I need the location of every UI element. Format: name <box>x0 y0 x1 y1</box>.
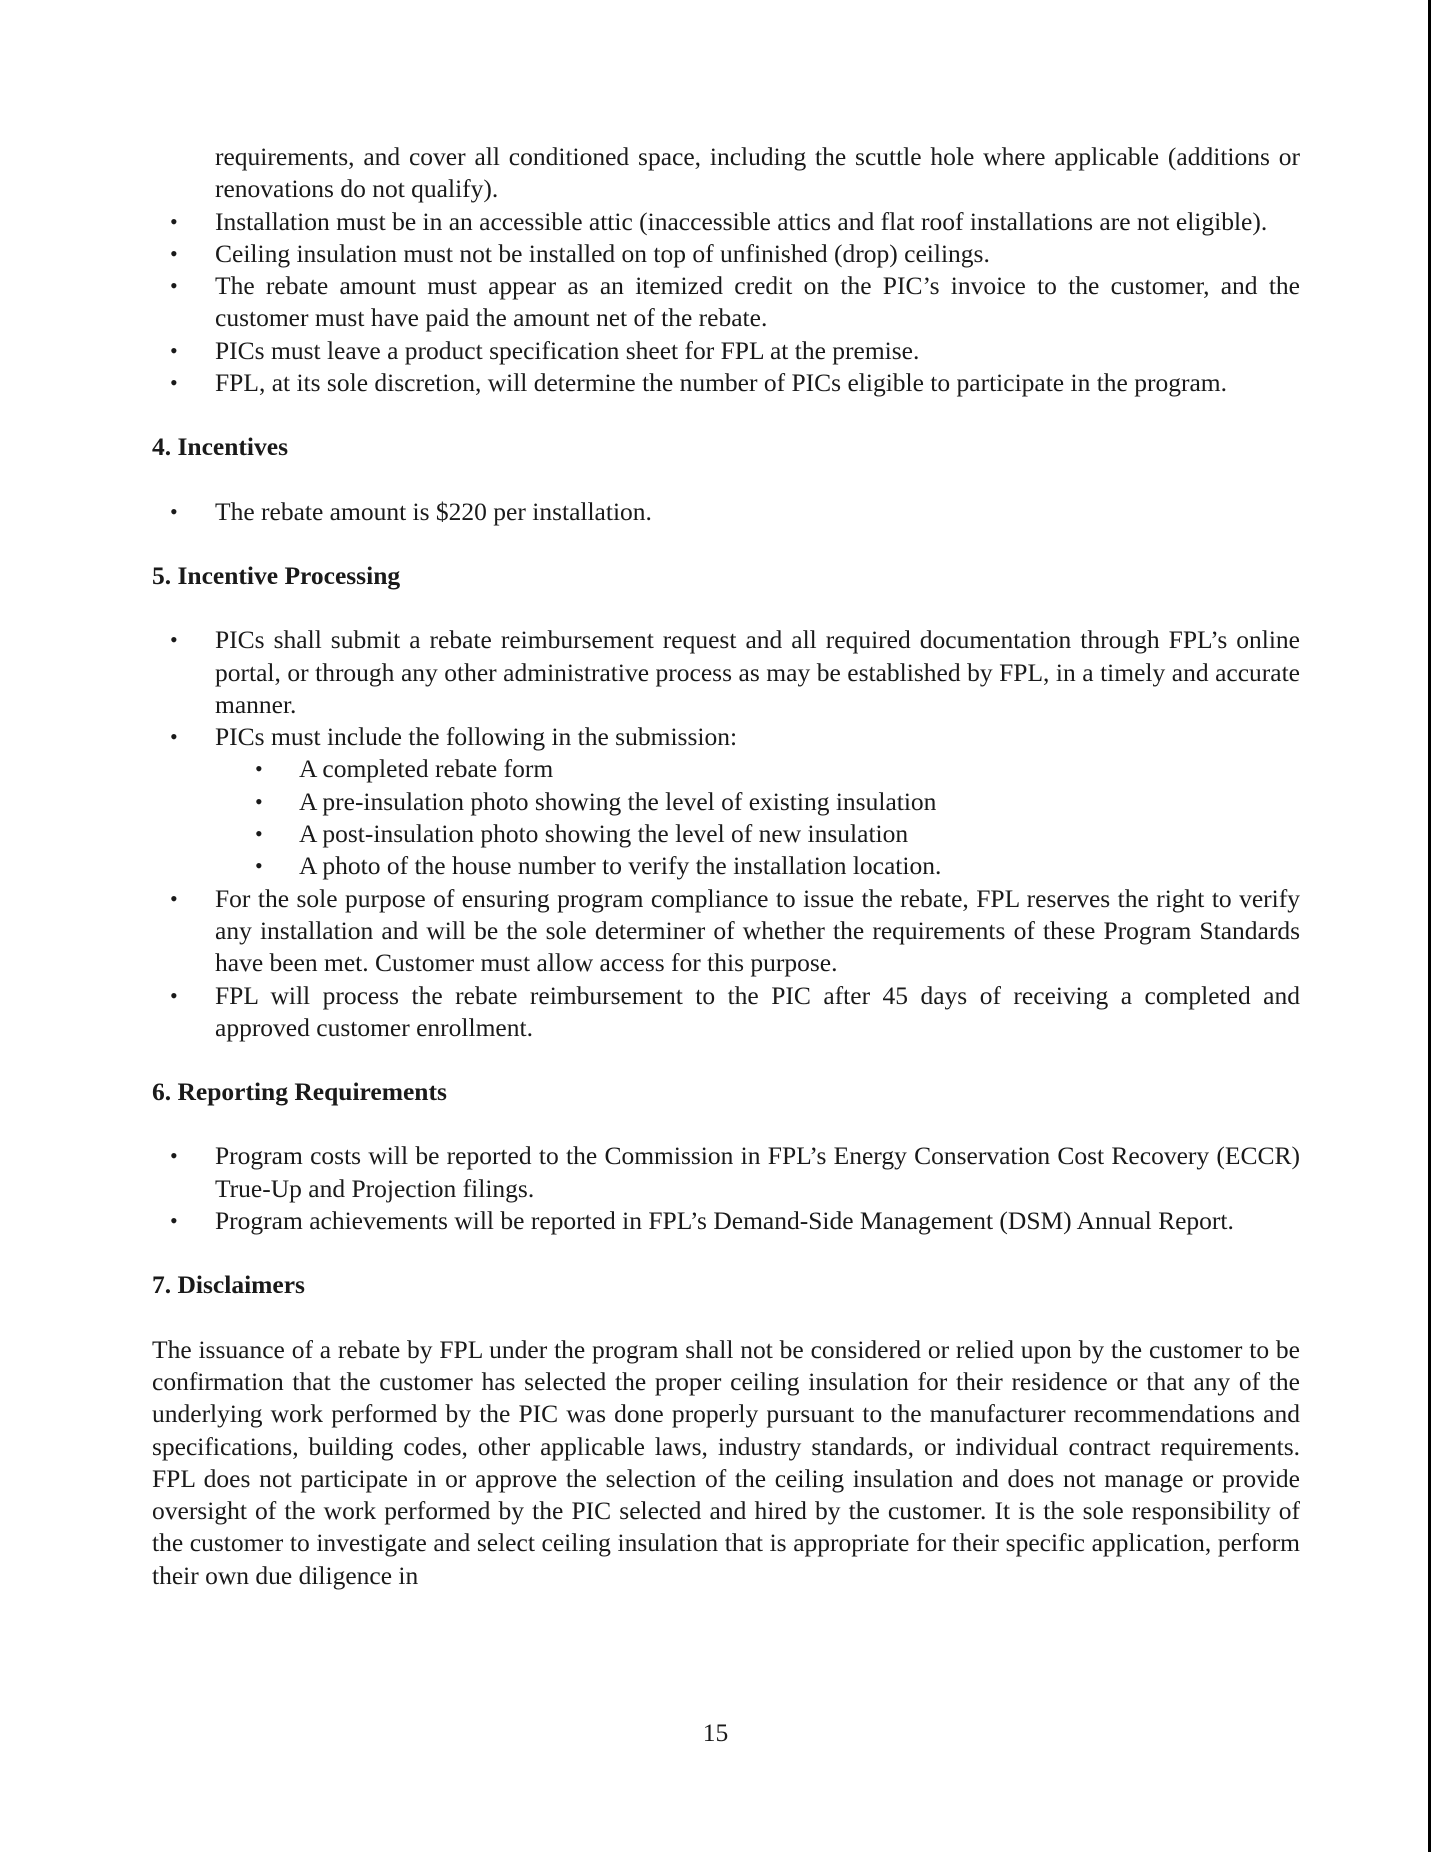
bullet-icon: • <box>170 337 178 363</box>
section-heading-incentive-processing: 5. Incentive Processing <box>152 560 401 590</box>
list-item <box>152 1140 1300 1205</box>
sublist-item <box>215 850 1300 882</box>
bullet-icon: • <box>170 724 178 750</box>
bullet-icon: • <box>170 885 178 911</box>
list-item <box>152 206 1300 238</box>
list-item <box>152 883 1300 980</box>
bullet-icon: • <box>170 627 178 653</box>
bullet-icon: • <box>170 498 178 524</box>
bullet-icon: • <box>255 853 263 879</box>
sublist-item <box>215 818 1300 850</box>
spacer <box>152 1108 1300 1140</box>
list-item <box>152 335 1300 367</box>
section6-list <box>152 1140 1300 1237</box>
submission-sublist <box>215 753 1300 882</box>
sublist-item-text: A completed rebate form <box>299 754 554 784</box>
sublist-item-text: A post-insulation photo showing the level of new insulation <box>299 819 909 849</box>
spacer <box>152 1237 1300 1269</box>
spacer <box>152 1044 1300 1076</box>
spacer <box>152 464 1300 496</box>
bullet-icon: • <box>170 273 178 299</box>
list-item-text: The rebate amount must appear as an itemized credit on the PIC’s invoice to the customer, and the customer must have paid the amount net of the rebate. <box>215 271 1300 333</box>
list-item <box>152 270 1300 335</box>
section-heading-disclaimers: 7. Disclaimers <box>152 1270 305 1300</box>
list-item <box>152 721 1300 882</box>
section-heading-incentives: 4. Incentives <box>152 432 288 462</box>
list-item <box>152 1205 1300 1237</box>
list-item-text: The rebate amount is $220 per installation. <box>215 496 652 526</box>
sublist-item <box>215 786 1300 818</box>
list-item-text: PICs shall submit a rebate reimbursement request and all required documentation through FPL’s online portal, or through any other administrative process as may be established by FPL, in a timely and accurate manner. <box>215 625 1300 719</box>
bullet-icon: • <box>170 208 178 234</box>
list-item-text: FPL will process the rebate reimbursement to the PIC after 45 days of receiving a completed and approved customer enrollment. <box>215 980 1300 1042</box>
page-content <box>152 141 1300 1592</box>
sublist-item-text: A photo of the house number to verify the installation location. <box>299 851 942 881</box>
section5-list <box>152 624 1300 1044</box>
bullet-icon: • <box>170 370 178 396</box>
bullet-icon: • <box>255 756 263 782</box>
section3-list <box>152 206 1300 400</box>
section-heading-reporting-requirements: 6. Reporting Requirements <box>152 1077 447 1107</box>
bullet-icon: • <box>170 240 178 266</box>
list-item-text: Program achievements will be reported in FPL’s Demand-Side Management (DSM) Annual Report. <box>215 1206 1234 1236</box>
sublist-item <box>215 753 1300 785</box>
list-item <box>152 496 1300 528</box>
bullet-icon: • <box>170 1143 178 1169</box>
section4-list <box>152 496 1300 528</box>
spacer <box>152 528 1300 560</box>
list-item-text: Ceiling insulation must not be installed on top of unfinished (drop) ceilings. <box>215 238 990 268</box>
list-item <box>152 624 1300 721</box>
spacer <box>152 592 1300 624</box>
list-item-text: Installation must be in an accessible attic (inaccessible attics and flat roof installations are not eligible). <box>215 206 1268 236</box>
list-item <box>152 238 1300 270</box>
list-item <box>152 367 1300 399</box>
list-item-text: PICs must leave a product specification sheet for FPL at the premise. <box>215 335 920 365</box>
bullet-icon: • <box>255 788 263 814</box>
disclaimer-paragraph: The issuance of a rebate by FPL under the program shall not be considered or relied upon by the customer to be confirmation that the customer has selected the proper ceiling insulation for their residence or that any of the underlying work performed by the PIC was done properly pursuant to the manufacturer recommendations and specifications, building codes, other applicable laws, industry standards, or individual contract requirements. FPL does not participate in or approve the selection of the ceiling insulation and does not manage or provide oversight of the work performed by the PIC selected and hired by the customer. It is the sole responsibility of the customer to investigate and select ceiling insulation that is appropriate for their specific application, perform their own due diligence in <box>152 1334 1300 1590</box>
list-item <box>152 980 1300 1045</box>
spacer <box>152 1302 1300 1334</box>
list-item-text: For the sole purpose of ensuring program compliance to issue the rebate, FPL reserves the right to verify any installation and will be the sole determiner of whether the requirements of these Program Standards have been met. Customer must allow access for this purpose. <box>215 883 1300 978</box>
bullet-icon: • <box>170 982 178 1008</box>
bullet-icon: • <box>255 821 263 847</box>
list-item-text: Program costs will be reported to the Commission in FPL’s Energy Conservation Cost Recovery (ECCR) True-Up and Projection filings. <box>215 1141 1300 1203</box>
page-number: 15 <box>702 1718 729 1747</box>
sublist-item-text: A pre-insulation photo showing the level of existing insulation <box>299 786 937 816</box>
list-item-text: FPL, at its sole discretion, will determine the number of PICs eligible to participate in the program. <box>215 368 1227 398</box>
intro-continuation: requirements, and cover all conditioned space, including the scuttle hole where applicable (additions or renovations do not qualify). <box>215 142 1300 204</box>
bullet-icon: • <box>170 1208 178 1234</box>
spacer <box>152 399 1300 431</box>
list-item-text: PICs must include the following in the submission: <box>215 722 738 752</box>
